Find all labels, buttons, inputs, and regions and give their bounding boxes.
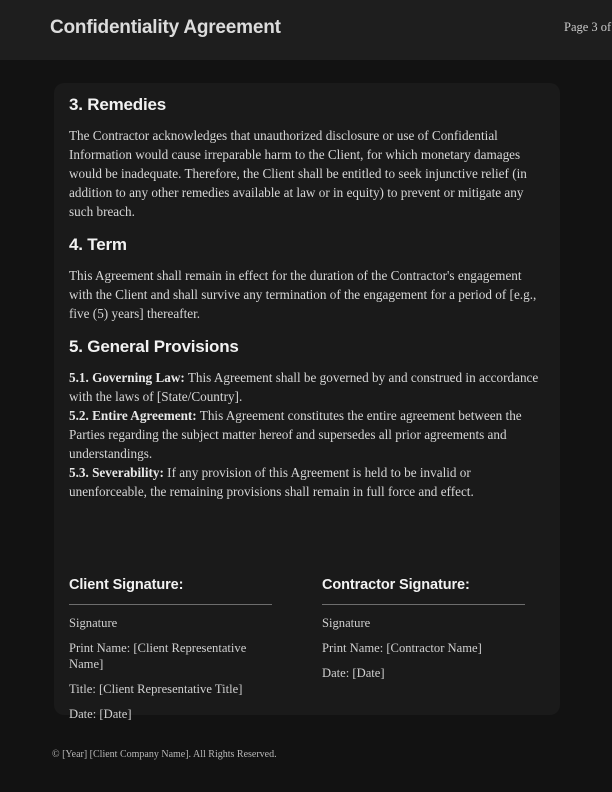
contractor-signature-heading: Contractor Signature: [322,577,470,593]
client-print-name-field[interactable]: Print Name: [Client Representative Name] [69,641,247,671]
provision-text-entire-agreement: This Agreement constitutes the entire agreement between the Parties regarding the subject matter hereof and supersedes all prior agreements and understandings. [69,408,522,461]
section-heading-general-provisions: 5. General Provisions [69,337,239,356]
client-title-field[interactable]: Title: [Client Representative Title] [69,682,243,696]
contractor-signature-block [322,577,525,722]
signature-section [69,577,545,722]
contractor-signature-rule [322,604,525,605]
provision-text-severability: If any provision of this Agreement is held to be invalid or unenforceable, the remaining provisions shall remain in full force and effect. [69,465,474,499]
footer-copyright: © [Year] [Client Company Name]. All Rights Reserved. [52,749,277,760]
page-title: Confidentiality Agreement [50,17,281,38]
client-signature-field[interactable]: Signature [69,616,118,630]
contractor-signature-field[interactable]: Signature [322,616,371,630]
section-heading-term: 4. Term [69,235,127,254]
document-header [0,0,612,60]
provision-governing-law [69,368,545,406]
contractor-date-field[interactable]: Date: [Date] [322,666,385,680]
client-signature-rule [69,604,272,605]
provision-severability [69,463,545,501]
document-content-card [54,83,560,721]
document-body [69,95,545,577]
client-signature-block [69,577,272,722]
content-spacer [69,501,545,577]
contractor-print-name-field[interactable]: Print Name: [Contractor Name] [322,641,482,655]
section-heading-remedies: 3. Remedies [69,95,167,114]
client-date-field[interactable]: Date: [Date] [69,707,132,721]
client-signature-heading: Client Signature: [69,577,184,593]
provision-label-severability: 5.3. Severability: [69,465,164,480]
provision-text-governing-law: This Agreement shall be governed by and construed in accordance with the laws of [State/Country]. [69,370,539,404]
provision-label-governing-law: 5.1. Governing Law: [69,370,185,385]
section-paragraph-term: This Agreement shall remain in effect for the duration of the Contractor's engagement with the Client and shall survive any termination of the engagement for a period of [e.g., five (5) years] thereafter. [69,268,537,321]
page-number-indicator: Page 3 of [564,20,612,34]
section-paragraph-remedies: The Contractor acknowledges that unauthorized disclosure or use of Confidential Information would cause irreparable harm to the Client, for which monetary damages would be inadequate. Therefore, the Client shall be entitled to seek injunctive relief (in addition to any other remedies available at law or in equity) to prevent or mitigate any such breach. [69,128,527,219]
provision-label-entire-agreement: 5.2. Entire Agreement: [69,408,197,423]
provision-entire-agreement [69,406,545,463]
